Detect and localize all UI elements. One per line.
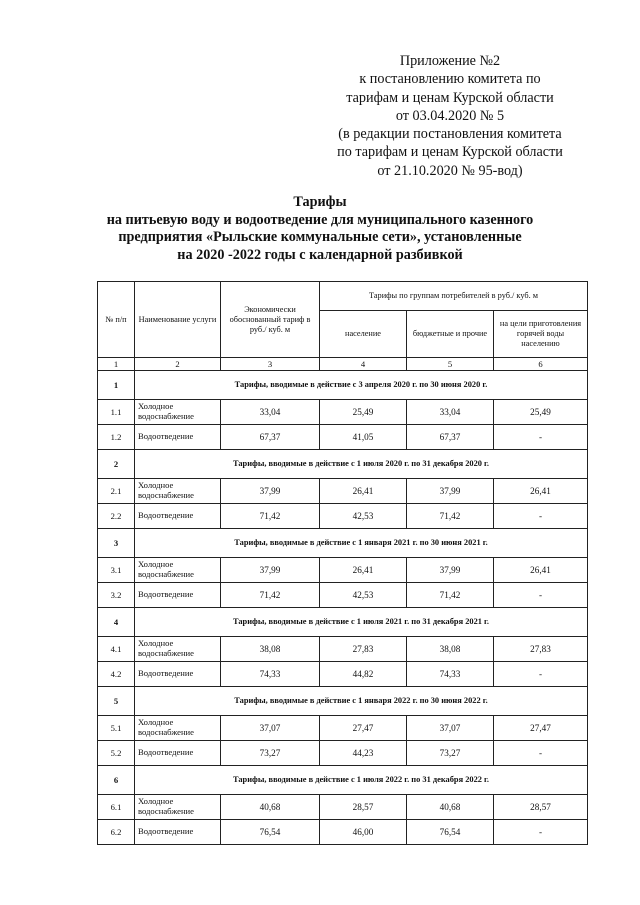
column-number: 4 — [320, 358, 407, 371]
hot-water-tariff-value: 25,49 — [494, 400, 588, 425]
hot-water-tariff-value: 26,41 — [494, 558, 588, 583]
appendix-block — [300, 52, 600, 180]
population-tariff-value: 44,82 — [320, 662, 407, 687]
service-name: Водоотведение — [135, 425, 221, 450]
row-number: 2.2 — [98, 504, 135, 529]
tariff-table-body — [98, 282, 588, 845]
row-number: 2.1 — [98, 479, 135, 504]
econ-tariff-value: 71,42 — [221, 583, 320, 608]
period-title: Тарифы, вводимые в действие с 1 января 2021 г. по 30 июня 2021 г. — [135, 529, 588, 558]
tariff-row — [98, 504, 588, 529]
appendix-line: от 21.10.2020 № 95-вод) — [377, 162, 523, 179]
tariff-row — [98, 637, 588, 662]
appendix-line: к постановлению комитета по — [359, 71, 541, 88]
appendix-line: по тарифам и ценам Курской области — [337, 144, 563, 161]
tariff-row — [98, 716, 588, 741]
hot-water-tariff-value: - — [494, 425, 588, 450]
budget-tariff-value: 37,99 — [407, 558, 494, 583]
hot-water-tariff-value: 27,47 — [494, 716, 588, 741]
econ-tariff-value: 74,33 — [221, 662, 320, 687]
population-tariff-value: 46,00 — [320, 820, 407, 845]
service-name: Водоотведение — [135, 583, 221, 608]
row-number: 4.2 — [98, 662, 135, 687]
period-title: Тарифы, вводимые в действие с 1 июля 2020 г. по 31 декабря 2020 г. — [135, 450, 588, 479]
header-hot-water: на цели приготовления горячей воды населению — [494, 311, 588, 358]
title-line: предприятия «Рыльские коммунальные сети», установленные — [118, 229, 522, 245]
budget-tariff-value: 37,99 — [407, 479, 494, 504]
header-econ-tariff: Экономически обоснованный тариф в руб./ куб. м — [221, 282, 320, 358]
column-number: 5 — [407, 358, 494, 371]
budget-tariff-value: 74,33 — [407, 662, 494, 687]
population-tariff-value: 26,41 — [320, 479, 407, 504]
period-row — [98, 766, 588, 795]
tariff-row — [98, 479, 588, 504]
population-tariff-value: 42,53 — [320, 504, 407, 529]
service-name: Холодное водоснабжение — [135, 479, 221, 504]
population-tariff-value: 25,49 — [320, 400, 407, 425]
population-tariff-value: 44,23 — [320, 741, 407, 766]
budget-tariff-value: 71,42 — [407, 504, 494, 529]
period-title: Тарифы, вводимые в действие с 1 июля 2022 г. по 31 декабря 2022 г. — [135, 766, 588, 795]
budget-tariff-value: 40,68 — [407, 795, 494, 820]
budget-tariff-value: 71,42 — [407, 583, 494, 608]
tariff-row — [98, 425, 588, 450]
tariff-row — [98, 558, 588, 583]
service-name: Холодное водоснабжение — [135, 558, 221, 583]
econ-tariff-value: 67,37 — [221, 425, 320, 450]
row-number: 1.1 — [98, 400, 135, 425]
period-row — [98, 608, 588, 637]
period-row — [98, 450, 588, 479]
title-line: Тарифы — [293, 194, 347, 210]
period-number: 6 — [98, 766, 135, 795]
period-row — [98, 529, 588, 558]
header-row — [98, 282, 588, 311]
tariff-row — [98, 400, 588, 425]
column-number: 1 — [98, 358, 135, 371]
row-number: 6.2 — [98, 820, 135, 845]
econ-tariff-value: 76,54 — [221, 820, 320, 845]
budget-tariff-value: 73,27 — [407, 741, 494, 766]
service-name: Холодное водоснабжение — [135, 637, 221, 662]
document-title — [60, 194, 580, 264]
tariff-row — [98, 795, 588, 820]
tariff-row — [98, 741, 588, 766]
title-line: на 2020 -2022 годы с календарной разбивкой — [177, 246, 463, 263]
econ-tariff-value: 73,27 — [221, 741, 320, 766]
row-number: 3.2 — [98, 583, 135, 608]
column-number: 3 — [221, 358, 320, 371]
population-tariff-value: 42,53 — [320, 583, 407, 608]
hot-water-tariff-value: - — [494, 583, 588, 608]
hot-water-tariff-value: 28,57 — [494, 795, 588, 820]
hot-water-tariff-value: - — [494, 662, 588, 687]
econ-tariff-value: 37,99 — [221, 558, 320, 583]
budget-tariff-value: 37,07 — [407, 716, 494, 741]
econ-tariff-value: 37,07 — [221, 716, 320, 741]
row-number: 4.1 — [98, 637, 135, 662]
period-title: Тарифы, вводимые в действие с 1 июля 2021 г. по 31 декабря 2021 г. — [135, 608, 588, 637]
population-tariff-value: 28,57 — [320, 795, 407, 820]
appendix-line: тарифам и ценам Курской области — [346, 89, 554, 106]
tariff-row — [98, 662, 588, 687]
row-number: 1.2 — [98, 425, 135, 450]
column-number: 2 — [135, 358, 221, 371]
budget-tariff-value: 33,04 — [407, 400, 494, 425]
econ-tariff-value: 38,08 — [221, 637, 320, 662]
row-number: 5.2 — [98, 741, 135, 766]
column-number: 6 — [494, 358, 588, 371]
tariff-table — [97, 281, 588, 845]
econ-tariff-value: 33,04 — [221, 400, 320, 425]
appendix-line: от 03.04.2020 № 5 — [395, 107, 505, 124]
service-name: Водоотведение — [135, 820, 221, 845]
row-number: 6.1 — [98, 795, 135, 820]
header-population: население — [320, 311, 407, 358]
period-row — [98, 687, 588, 716]
budget-tariff-value: 67,37 — [407, 425, 494, 450]
header-num: № п/п — [98, 282, 135, 358]
period-number: 2 — [98, 450, 135, 479]
period-number: 3 — [98, 529, 135, 558]
title-line: на питьевую воду и водоотведение для муниципального казенного — [106, 211, 534, 228]
budget-tariff-value: 38,08 — [407, 637, 494, 662]
hot-water-tariff-value: - — [494, 741, 588, 766]
period-number: 5 — [98, 687, 135, 716]
service-name: Холодное водоснабжение — [135, 400, 221, 425]
service-name: Холодное водоснабжение — [135, 795, 221, 820]
econ-tariff-value: 40,68 — [221, 795, 320, 820]
period-title: Тарифы, вводимые в действие с 1 января 2022 г. по 30 июня 2022 г. — [135, 687, 588, 716]
tariff-row — [98, 820, 588, 845]
header-name: Наименование услуги — [135, 282, 221, 358]
hot-water-tariff-value: 27,83 — [494, 637, 588, 662]
population-tariff-value: 41,05 — [320, 425, 407, 450]
hot-water-tariff-value: 26,41 — [494, 479, 588, 504]
period-number: 1 — [98, 371, 135, 400]
service-name: Холодное водоснабжение — [135, 716, 221, 741]
hot-water-tariff-value: - — [494, 504, 588, 529]
period-title: Тарифы, вводимые в действие с 3 апреля 2020 г. по 30 июня 2020 г. — [135, 371, 588, 400]
tariff-row — [98, 583, 588, 608]
econ-tariff-value: 71,42 — [221, 504, 320, 529]
column-number-row — [98, 358, 588, 371]
population-tariff-value: 27,47 — [320, 716, 407, 741]
hot-water-tariff-value: - — [494, 820, 588, 845]
row-number: 3.1 — [98, 558, 135, 583]
period-number: 4 — [98, 608, 135, 637]
population-tariff-value: 27,83 — [320, 637, 407, 662]
service-name: Водоотведение — [135, 504, 221, 529]
header-consumer-groups: Тарифы по группам потребителей в руб./ куб. м — [320, 282, 588, 311]
appendix-line: (в редакции постановления комитета — [338, 126, 562, 143]
appendix-line: Приложение №2 — [399, 53, 501, 69]
budget-tariff-value: 76,54 — [407, 820, 494, 845]
population-tariff-value: 26,41 — [320, 558, 407, 583]
service-name: Водоотведение — [135, 741, 221, 766]
row-number: 5.1 — [98, 716, 135, 741]
period-row — [98, 371, 588, 400]
econ-tariff-value: 37,99 — [221, 479, 320, 504]
header-budget: бюджетные и прочие — [407, 311, 494, 358]
service-name: Водоотведение — [135, 662, 221, 687]
